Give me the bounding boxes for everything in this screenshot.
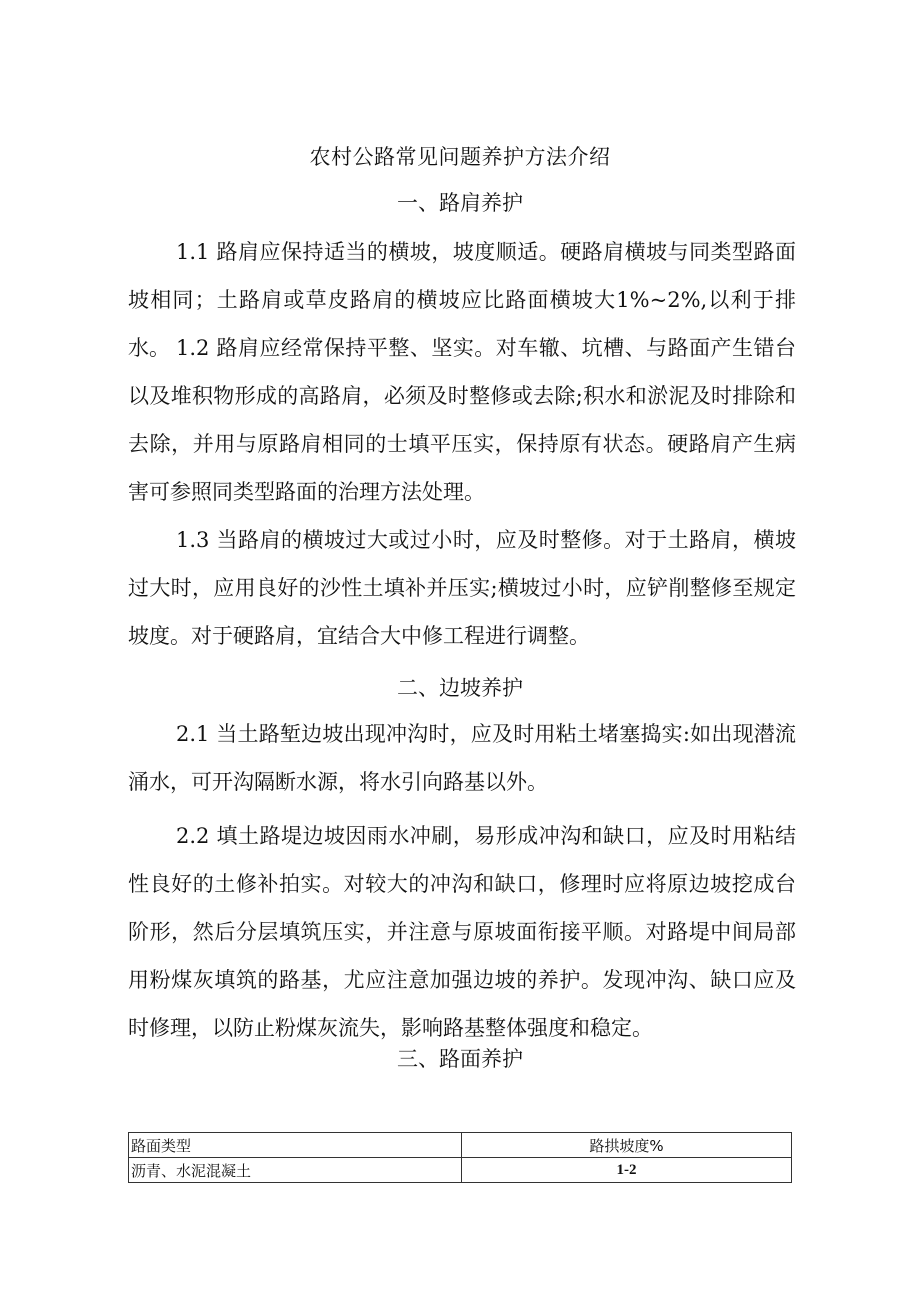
table-header-row: [129, 1133, 792, 1158]
section-heading-3: 三、路面养护: [397, 1047, 523, 1071]
table-header-road-type: 路面类型: [129, 1133, 462, 1158]
document-title: 农村公路常见问题养护方法介绍: [309, 145, 611, 169]
page-bottom-margin: [0, 1183, 920, 1301]
table-cell-road-type: 沥青、水泥混凝土: [129, 1158, 462, 1183]
paragraph-2-2: 2.2 填土路堤边坡因雨水冲刷，易形成冲沟和缺口，应及时用粘结性良好的土修补拍实。对较大的冲沟和缺口，修理时应将原边坡挖成台阶形，然后分层填筑压实，并注意与原坡面衔接平顺。对路堤中间局部用粉煤灰填筑的路基，尤应注意加强边坡的养护。发现冲沟、缺口应及时修理，以防止粉煤灰流失，影响路基整体强度和稳定。: [128, 824, 796, 1040]
table-row: [129, 1158, 792, 1183]
paragraph-1-1: 1.1 路肩应保持适当的横坡，坡度顺适。硬路肩横坡与同类型路面坡相同；土路肩或草皮路肩的横坡应比路面横坡大1%~2%,以利于排水。: [128, 240, 796, 360]
road-camber-table: [128, 1132, 792, 1183]
paragraph-2-1: 2.1 当土路堑边坡出现冲沟时，应及时用粘土堵塞捣实:如出现潜流涌水，可开沟隔断水源，将水引向路基以外。: [128, 722, 796, 794]
table-cell-camber: 1-2: [462, 1158, 792, 1183]
paragraph-1-2: 1.2 路肩应经常保持平整、坚实。对车辙、坑槽、与路面产生错台以及堆积物形成的高路肩，必须及时整修或去除;积水和淤泥及时排除和去除，并用与原路肩相同的士填平压实，保持原有状态。硬路肩产生病害可参照同类型路面的治理方法处理。: [128, 336, 796, 504]
table-header-camber: 路拱坡度%: [462, 1133, 792, 1158]
paragraph-1-3: 1.3 当路肩的横坡过大或过小时，应及时整修。对于土路肩，横坡过大时，应用良好的沙性土填补并压实;横坡过小时，应铲削整修至规定坡度。对于硬路肩，宜结合大中修工程进行调整。: [128, 528, 796, 648]
section-heading-2: 二、边坡养护: [397, 676, 523, 700]
section-heading-1: 一、路肩养护: [397, 191, 523, 215]
